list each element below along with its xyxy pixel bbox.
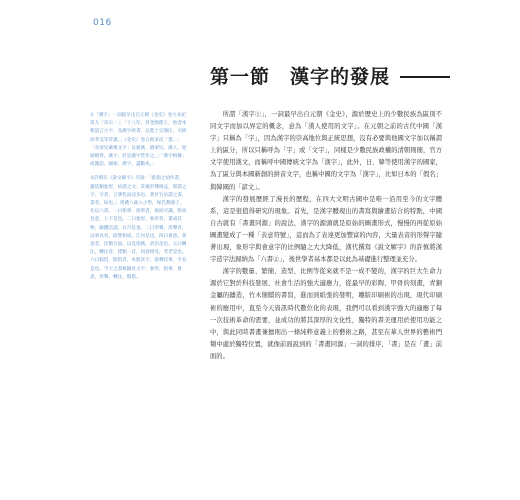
margin-notes — [90, 112, 188, 288]
paragraph-2: 漢字的發展歷經了漫長的歷程，在四大文明古國中是唯一沿用至今的文字體系，這是很值得研究的現象。首先，是漢字體現出的書寫與繪畫結合的特點，中國自古就有「書畫同源」的說法，漢字的源頭就是原始的圖畫形式，慢慢的再從原始圖畫變成了一種「表意符號」，這而為了表達更加豐富的內容，大量表音的形聲字隨著出現，象形字與會意字的比例隨之大大降低，漢代撰寫《說文解字》的許慎將漢字造字法歸納為「六書②」，後世學者基本都是以此為基礎進行整理並充分。 — [210, 195, 442, 264]
page-title: 第一節 漢字的發展 — [210, 66, 391, 88]
margin-note-2: ②許慎在《說文解字》序說：「倉頡之初作書，蓋依類象形，故謂之文；其後形聲相益，即謂之字。字者，言孳乳而浸多也。著於竹帛謂之書，書者，如也。」周禮八歲入小學，保氏教國子，先以六書。一曰指事，指事者，視而可識，察而見意，上下是也。二曰象形，象形者，畫成其物，隨體詰詘，日月是也。三曰形聲，形聲者，以事為名，取譬相成，江河是也。四曰會意，會意者，比類合誼，以見指撝，武信是也。五曰轉注，轉注者，建類一首，同意相受，考老是也。六曰假借，假借者，本無其字，依聲托事，令長是也。今天之書被歸於文字：象形、指事、會意、形聲、轉注、假借。 — [90, 176, 187, 280]
paragraph-1: 所謂「漢字①」，一詞最早出自元朝《金史》，源於歷史上的少數民族為區別不同文字而加以界定的概念，意為「漢人使用的文字」。在元朝之前的古代中國「漢字」只稱為「字」，因為漢字的崇高地位與正統思想，沒有必要與他國文字加以稱謂上的區分，所以只稱呼為「字」或「文字」，同樣是少數民族政權的清朝則簡，官方文字使用漢文，而稱呼中國傳統文字為「漢字」，此外，日、韓等使用漢字的國家，為了區分與本國新創的拼音文字，也稱中國的文字為「漢字」，比如日本的「假名」與韓國的「諺文」。 — [210, 111, 442, 191]
body-text — [210, 109, 442, 363]
paragraph-3: 漢字的數量、繁簡、造型、比例等從來就不是一成不變的，漢字的巨大生命力源於它對於科技發展、社會生活的強大適應力，從最早的彩陶、甲骨的刻畫，青銅金屬的鑄造，竹木簡牘的書寫，進而到紙張的發明，雕版印刷術的出現，現代印刷術的應用中，直至今天資訊時代數位化的表現，我們可以看到漢字強大的適應了每一次技術革命的需要，並成功的將其深厚的文化性，獨特的書美運用於使用功能之中，與此同時書畫兼擅則出一條純粹意義上的藝術之路，甚至在華人世界的藝術門類中處於獨特位置，就像前面說到的「書畫同源」一詞的排序，「書」是在「畫」前面的。 — [210, 268, 442, 360]
margin-note-1: ①「漢字」一詞最早出自元朝《金史》卷九本紀第九「章宗一」：「十八年，封金源郡王，始習本朝語言小字，及漢字經書，以進士完顏匡、司經徐孝美等侍讀。」《金史》卷五則多次「遣…」「及蒙兒輩漢文字」及通漢、猶蒙兒、漢人、始通曉得，漢字、於是漢字皆作之。」「漢字相稱」或漢語、國蒙、漢字，盡數矣。」 — [90, 113, 187, 168]
title-rule — [400, 76, 450, 78]
page-number: 016 — [93, 18, 112, 28]
chapter-header — [210, 62, 450, 89]
